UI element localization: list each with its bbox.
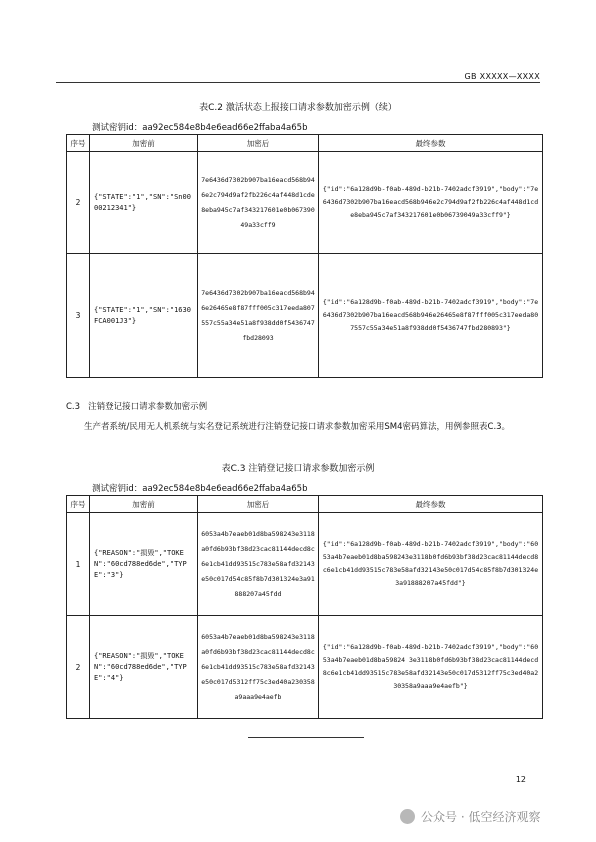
ciphertext-cell: 6053a4b7eaeb01d8ba598243e3118a0fd6b93bf38d23cac81144decd8c6e1cb41dd93515c783e58afd32143e50c017d54c85f8b7d301324e3a91888207a45fdd <box>198 513 319 616</box>
table-c3 <box>66 495 543 719</box>
column-header: 加密前 <box>90 135 198 152</box>
final-param-cell: {"id":"6a128d9b-f0ab-489d-b21b-7402adcf3919","body":"6053a4b7eaeb01d8ba598243e3118b0fd6b93bf38d23cac81144decd8c6e1cb41dd93515c783e58afd32143e50c017d54c85f8b7d301324e3a91888207a45fdd"} <box>319 513 543 616</box>
row-index: 2 <box>67 152 90 254</box>
row-index: 2 <box>67 616 90 719</box>
column-header: 序号 <box>67 135 90 152</box>
section-title: 注销登记接口请求参数加密示例 <box>88 402 208 412</box>
row-index: 3 <box>67 254 90 378</box>
section-number: C.3 <box>66 402 81 412</box>
table-c2 <box>66 134 543 378</box>
final-param-cell: {"id":"6a128d9b-f0ab-489d-b21b-7402adcf3919","body":"6053a4b7eaeb01d8ba59824 3e3118b0fd6b93bf38d23cac81144decd8c6e1cb41dd93515c783e58afd32143e50c017d5312ff75c3ed40a230358a9aaa9e4aefb"} <box>319 616 543 719</box>
table-row <box>67 616 543 719</box>
table-header-row <box>67 496 543 513</box>
column-header: 序号 <box>67 496 90 513</box>
table-c3-caption: 表C.3 注销登记接口请求参数加密示例 <box>221 464 375 474</box>
table-c3-key-line: 测试密钥id：aa92ec584e8b4e6ead66e2ffaba4a65b <box>92 484 308 494</box>
column-header: 最终参数 <box>319 135 543 152</box>
watermark-text: 公众号 · 低空经济观察 <box>421 810 541 824</box>
row-index: 1 <box>67 513 90 616</box>
table-row <box>67 152 543 254</box>
column-header: 加密前 <box>90 496 198 513</box>
ciphertext-cell: 6053a4b7eaeb01d8ba598243e3118a0fd6b93bf38d23cac81144decd8c6e1cb41dd93515c783e58afd32143e50c017d5312ff75c3ed40a230358a9aaa9e4aefb <box>198 616 319 719</box>
table-header-row <box>67 135 543 152</box>
table-row <box>67 254 543 378</box>
ciphertext-cell: 7e6436d7302b907ba16eacd568b946e2c794d9af2fb226c4af448d1cde8eba945c7af343217601e0b06739049a33cff9 <box>198 152 319 254</box>
wechat-icon <box>400 809 415 824</box>
section-paragraph: 生产者系统/民用无人机系统与实名登记系统进行注销登记接口请求参数加密采用SM4密码算法，用例参照表C.3。 <box>84 422 511 432</box>
standard-number: GB XXXXX—XXXX <box>464 72 540 81</box>
plaintext-cell: {"STATE":"1","SN":"1630FCA001J3"} <box>90 254 198 378</box>
table-c2-key-line: 测试密钥id：aa92ec584e8b4e6ead66e2ffaba4a65b <box>92 123 308 133</box>
page-number: 12 <box>515 775 526 784</box>
table-c2-caption: 表C.2 激活状态上报接口请求参数加密示例（续） <box>199 103 397 113</box>
final-param-cell: {"id":"6a128d9b-f0ab-489d-b21b-7402adcf3919","body":"7e6436d7302b907ba16eacd568b946e26465e8f87fff005c317eeda807557c55a34e51a8f938dd0f5436747fbd280893"} <box>319 254 543 378</box>
watermark <box>400 808 540 825</box>
plaintext-cell: {"REASON":"损毁","TOKEN":"60cd788ed6de","TYPE":"4"} <box>90 616 198 719</box>
plaintext-cell: {"REASON":"损毁","TOKEN":"60cd788ed6de","TYPE":"3"} <box>90 513 198 616</box>
section-heading <box>66 400 207 412</box>
column-header: 加密后 <box>198 135 319 152</box>
final-param-cell: {"id":"6a128d9b-f0ab-489d-b21b-7402adcf3919","body":"7e6436d7302b907ba16eacd568b946e2c794d9af2fb226c4af448d1cde8eba945c7af343217601e0b06739049a33cff9"} <box>319 152 543 254</box>
ciphertext-cell: 7e6436d7302b907ba16eacd568b946e26465e8f87fff005c317eeda807557c55a34e51a8f938dd0f5436747fbd28093 <box>198 254 319 378</box>
header-rule <box>56 82 540 83</box>
plaintext-cell: {"STATE":"1","SN":"Sn0000212341"} <box>90 152 198 254</box>
column-header: 加密后 <box>198 496 319 513</box>
footnote-rule <box>248 737 364 738</box>
column-header: 最终参数 <box>319 496 543 513</box>
table-row <box>67 513 543 616</box>
